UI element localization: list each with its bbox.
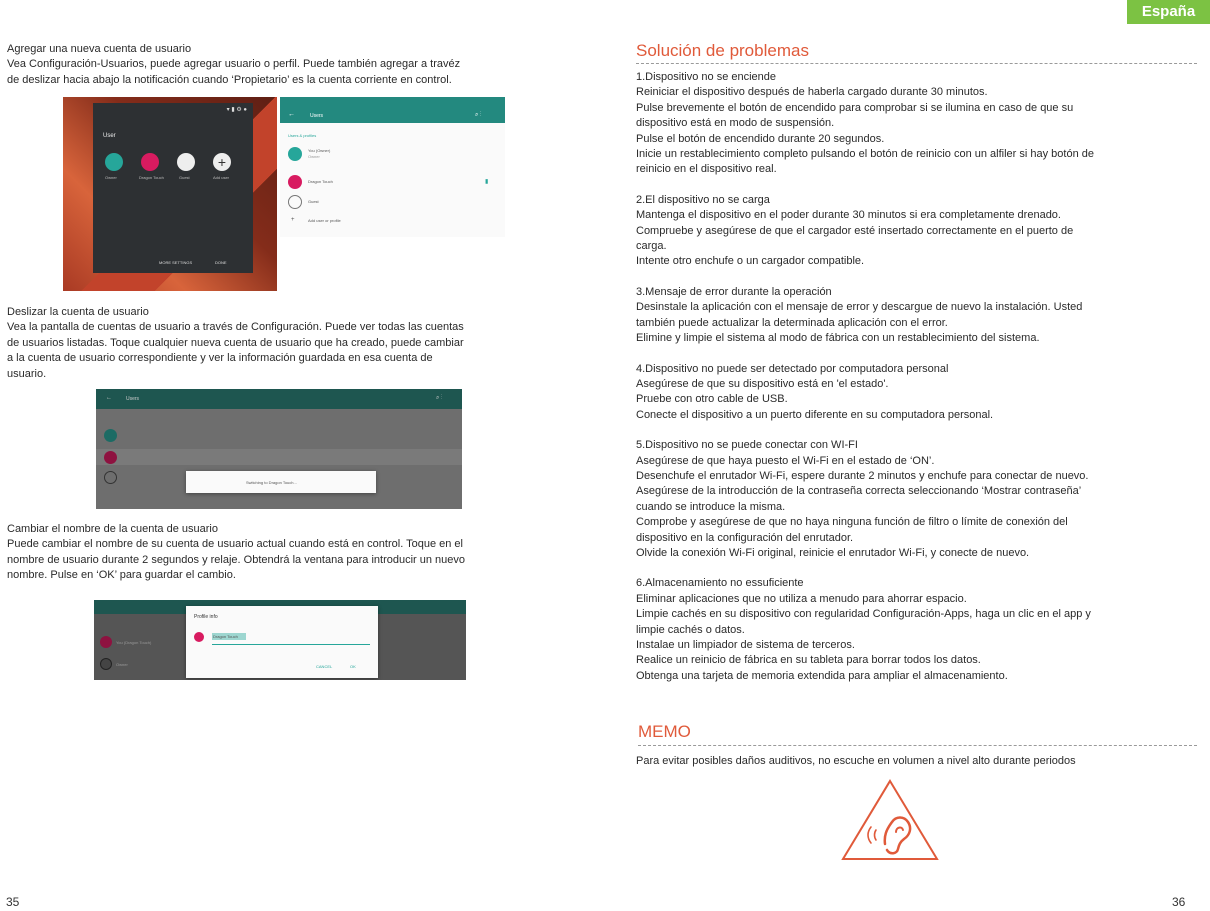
profile-avatar-icon — [194, 632, 204, 642]
field-underline — [212, 644, 370, 645]
problem-line: Limpie cachés en su dispositivo con regularidad Configuración-Apps, haga un clic en el app y — [636, 608, 1091, 621]
page-number-right: 36 — [1172, 895, 1186, 909]
problem-line: Realice un reinicio de fábrica en su tableta para borrar todos los datos. — [636, 654, 981, 667]
memo-text: Para evitar posibles daños auditivos, no escuche en volumen a nivel alto durante periodos — [636, 755, 1076, 767]
cancel-button[interactable]: CANCEL — [316, 664, 333, 669]
user-row-label: You (Dragon Touch) — [116, 640, 152, 645]
users-toolbar — [280, 97, 505, 123]
avatar-label: Dragon Touch — [139, 175, 164, 180]
users-toolbar — [96, 389, 462, 409]
problem-line: Desinstale la aplicación con el mensaje de error y descargue de nuevo la instalación. Usted — [636, 301, 1083, 314]
right-page — [600, 0, 1210, 911]
problem-line: Pulse brevemente el botón de encendido para comprobar si se ilumina en caso de que su — [636, 101, 1074, 114]
switching-message: Switching to Dragon Touch... — [246, 480, 297, 485]
problem-line: Asegúrese de la introducción de la contraseña correcta seleccionando ‘Mostrar contraseña’ — [636, 485, 1082, 498]
problem-line: Conecte el dispositivo a un puerto diferente en su computadora personal. — [636, 408, 994, 421]
problem-heading: 6.Almacenamiento no essuficiente — [636, 577, 804, 590]
screenshot-users-list — [280, 97, 505, 237]
add-account-heading: Agregar una nueva cuenta de usuario — [7, 43, 192, 55]
user-row-label: Owner — [116, 662, 128, 667]
problem-line: dispositivo en la configuración del enrutador. — [636, 531, 854, 544]
problem-section-2 — [636, 193, 1094, 270]
owner-sub: Owner — [308, 154, 320, 159]
add-user-link[interactable]: Add user or profile — [308, 218, 341, 223]
problem-section-1 — [636, 70, 1094, 178]
title-divider — [636, 63, 1197, 64]
owner-avatar-icon — [288, 147, 302, 161]
rename-account-line: nombre de usuario durante 2 segundos y relaje. Obtendrá la ventana para introducir un nuevo — [7, 553, 466, 566]
owner-avatar-icon — [100, 658, 112, 670]
rename-account-heading: Cambiar el nombre de la cuenta de usuario — [7, 523, 218, 535]
problem-line: también puede actualizar la determinada aplicación con el error. — [636, 316, 948, 329]
rename-account-line: nombre. Pulse en ‘OK’ para guardar el cambio. — [7, 569, 236, 582]
problem-line: Inicie un restablecimiento completo pulsando el botón de reinicio con un alfiler si hay botón de — [636, 148, 1095, 161]
switching-dialog — [186, 471, 376, 493]
problem-line: Asegúrese de que su dispositivo está en 'el estado'. — [636, 377, 889, 390]
problem-heading: 3.Mensaje de error durante la operación — [636, 285, 832, 298]
problem-line: cuando se introduce la misma. — [636, 500, 786, 513]
add-account-line: Vea Configuración-Usuarios, puede agregar usuario o perfil. Puede también agregar a travéz — [7, 58, 461, 71]
problem-line: Eliminar aplicaciones que no utiliza a menudo para ahorrar espacio. — [636, 592, 967, 605]
search-icon[interactable]: ⌕ ⋮ — [475, 112, 482, 118]
problem-line: dispositivo está en modo de suspensión. — [636, 117, 835, 130]
problem-line: carga. — [636, 240, 667, 253]
add-account-section — [7, 42, 460, 88]
language-badge: España — [1127, 0, 1210, 24]
dragon-touch-avatar-icon — [100, 636, 112, 648]
problem-section-5 — [636, 438, 1094, 561]
problem-line: reinicio en el dispositivo real. — [636, 163, 777, 176]
switch-account-line: a la cuenta de usuario correspondiente y ver la información guardada en esa cuenta de — [7, 352, 433, 365]
owner-avatar-icon[interactable] — [105, 153, 123, 171]
add-icon[interactable]: + — [291, 217, 295, 223]
dragon-touch-avatar-icon — [104, 451, 117, 464]
problem-line: Asegúrese de que haya puesto el Wi-Fi en el estado de ‘ON’. — [636, 454, 935, 467]
search-icon[interactable]: ⌕ ⋮ — [436, 395, 443, 401]
problem-line: Comprobe y asegúrese de que no haya ninguna función de filtro o límite de conexión del — [636, 516, 1068, 529]
problem-line: Instalae un limpiador de sistema de terceros. — [636, 639, 855, 651]
guest-avatar-icon — [288, 195, 302, 209]
problem-line: Pruebe con otro cable de USB. — [636, 393, 788, 406]
rename-account-line: Puede cambiar el nombre de su cuenta de usuario actual cuando está en control. Toque en el — [7, 538, 463, 551]
switch-account-section — [7, 305, 464, 382]
problem-heading: 4.Dispositivo no puede ser detectado por computadora personal — [636, 362, 949, 375]
switch-account-line: usuario. — [7, 367, 47, 380]
left-page — [0, 0, 600, 911]
done-button[interactable]: DONE — [215, 260, 227, 265]
problem-line: Intente otro enchufe o un cargador compatible. — [636, 255, 865, 268]
users-title: Users — [310, 113, 324, 119]
back-arrow-icon[interactable]: ← — [106, 395, 112, 401]
problem-line: limpie cachés o datos. — [636, 623, 745, 636]
dragon-touch-avatar-icon[interactable] — [141, 153, 159, 171]
add-account-line: de deslizar hacia abajo la notificación cuando ‘Propietario’ es la cuenta corriente en control. — [7, 73, 452, 86]
screenshot-switching-user — [96, 389, 462, 509]
memo-divider — [638, 745, 1197, 746]
problem-line: Reiniciar el dispositivo después de haberla cargado durante 30 minutos. — [636, 86, 988, 99]
avatar-label: Guest — [179, 175, 190, 180]
dragon-touch-name[interactable]: Dragon Touch — [308, 179, 333, 184]
users-section-label: Users & profiles — [288, 133, 317, 138]
troubleshooting-title: Solución de problemas — [636, 41, 809, 60]
status-bar-icons: ▾ ▮ ⚙ ● — [226, 107, 247, 113]
add-user-icon[interactable]: + — [213, 153, 231, 171]
guest-avatar-icon[interactable] — [177, 153, 195, 171]
hearing-warning-icon — [840, 778, 940, 862]
quick-panel — [93, 103, 253, 273]
avatar-label: Add user — [213, 175, 230, 180]
problem-section-6 — [636, 576, 1094, 684]
owner-name[interactable]: You (Owner) — [308, 148, 331, 153]
problem-line: Desenchufe el enrutador Wi-Fi, espere durante 2 minutos y enchufe para conectar de nuevo. — [636, 469, 1089, 482]
profile-name-field[interactable]: Dragon Touch — [213, 634, 238, 639]
switch-account-heading: Deslizar la cuenta de usuario — [7, 306, 149, 318]
ok-button[interactable]: OK — [350, 664, 356, 669]
problem-section-3 — [636, 285, 1094, 347]
settings-icon[interactable]: ▮ — [485, 179, 489, 185]
owner-avatar-icon — [104, 429, 117, 442]
dragon-touch-avatar-icon — [288, 175, 302, 189]
problem-heading: 2.El dispositivo no se carga — [636, 193, 770, 206]
problem-line: Olvide la conexión Wi-Fi original, reinicie el enrutador Wi-Fi, y conecte de nuevo. — [636, 546, 1030, 559]
problem-line: Elimine y limpie el sistema al modo de fábrica con un restablecimiento del sistema. — [636, 332, 1040, 345]
screenshot-profile-info — [94, 600, 466, 680]
users-title: Users — [126, 396, 140, 402]
rename-account-section — [7, 522, 465, 584]
problem-heading: 5.Dispositivo no se puede conectar con WI-FI — [636, 439, 858, 452]
problem-line: Compruebe y asegúrese de que el cargador esté insertado correctamente en el puerto de — [636, 224, 1074, 237]
problem-line: Obtenga una tarjeta de memoria extendida para ampliar el almacenamiento. — [636, 669, 1008, 682]
avatar-label: Owner — [105, 175, 117, 180]
more-settings-button[interactable]: MORE SETTINGS — [159, 260, 193, 265]
memo-section — [636, 754, 1076, 769]
list-item — [96, 449, 462, 465]
switch-account-line: de usuarios listadas. Toque cualquier nueva cuenta de usuario que ha creado, puede cambiar — [7, 336, 464, 349]
profile-info-dialog — [186, 606, 378, 678]
screenshot-user-quick-panel — [63, 97, 277, 291]
back-arrow-icon[interactable]: ← — [288, 111, 295, 118]
quick-panel-title: User — [103, 133, 116, 139]
troubleshooting-sections — [636, 70, 1094, 684]
problem-line: Mantenga el dispositivo en el poder durante 30 minutos si era completamente drenado. — [636, 209, 1061, 222]
problem-section-4 — [636, 362, 1094, 424]
switch-account-line: Vea la pantalla de cuentas de usuario a través de Configuración. Puede ver todas las cuentas — [7, 321, 464, 334]
guest-name[interactable]: Guest — [308, 199, 319, 204]
profile-info-title: Profile info — [194, 614, 218, 620]
page-number-left: 35 — [6, 895, 20, 909]
problem-heading: 1.Dispositivo no se enciende — [636, 71, 777, 83]
memo-title: MEMO — [638, 722, 691, 741]
guest-avatar-icon — [104, 471, 117, 484]
problem-line: Pulse el botón de encendido durante 20 segundos. — [636, 132, 885, 145]
